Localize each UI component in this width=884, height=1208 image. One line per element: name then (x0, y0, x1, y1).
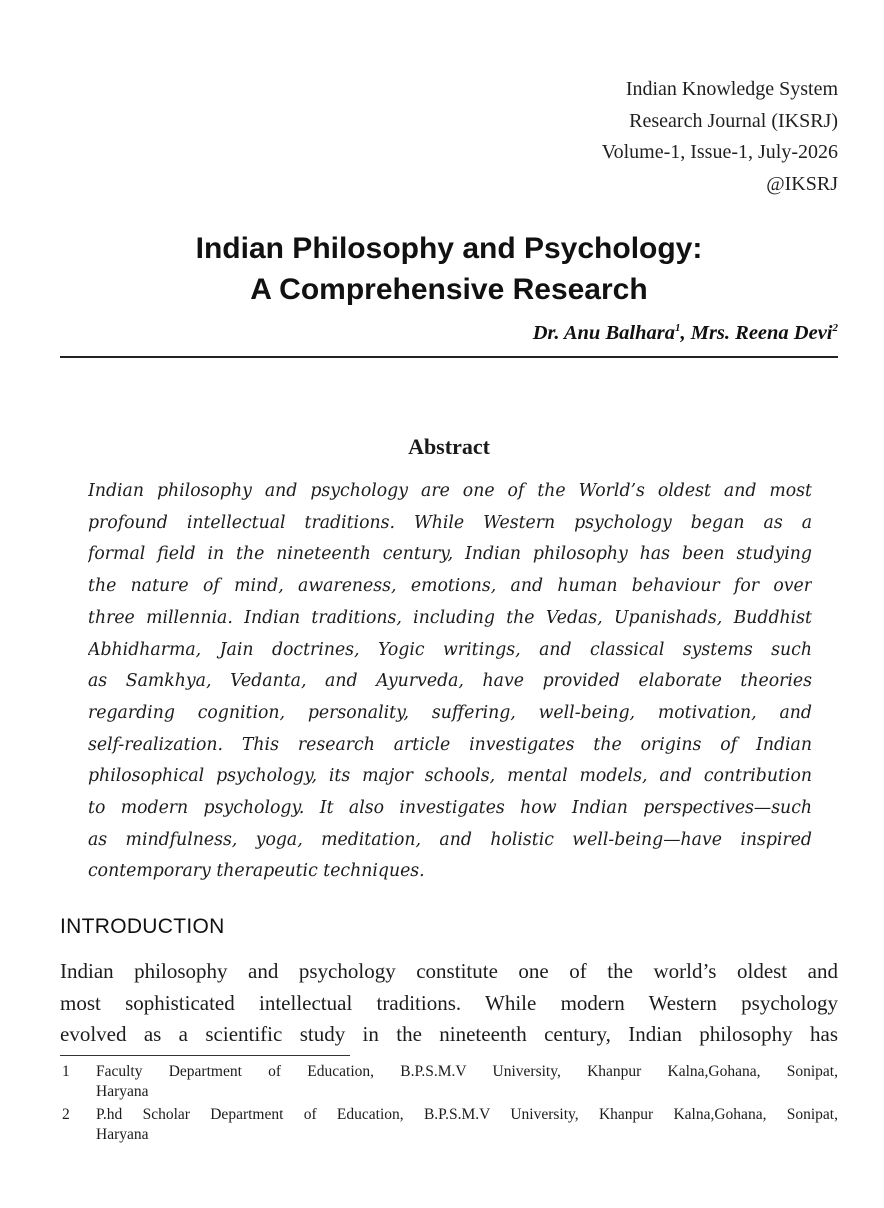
abstract-line: philosophical psychology, its major schools, mental models, and contribution (88, 766, 812, 787)
author-separator: , (680, 322, 691, 344)
abstract-line: formal field in the nineteenth century, Indian philosophy has been studying (88, 544, 812, 565)
footnote-text: Haryana (96, 1083, 149, 1100)
journal-name-line1: Indian Knowledge System (625, 78, 838, 100)
journal-name-line2: Research Journal (IKSRJ) (629, 109, 838, 132)
introduction-line: Indian philosophy and psychology constitute one of the world’s oldest and (60, 959, 838, 983)
author-2: Mrs. Reena Devi (690, 322, 833, 344)
abstract-line: self-realization. This research article investigates the origins of Indian (88, 734, 812, 755)
journal-info (418, 74, 838, 200)
author-2-mark: 2 (832, 322, 838, 335)
introduction-heading: INTRODUCTION (60, 915, 225, 938)
introduction-line: evolved as a scientific study in the nineteenth century, Indian philosophy has (60, 1022, 838, 1046)
footnote-number: 1 (62, 1063, 70, 1080)
abstract-heading: Abstract (408, 434, 490, 459)
footnote-1 (60, 1062, 838, 1102)
abstract-line: contemporary therapeutic techniques. (88, 861, 425, 882)
abstract-body (88, 476, 812, 888)
abstract-line: profound intellectual traditions. While Western psychology began as a (88, 512, 812, 533)
journal-issue: Volume-1, Issue-1, July-2026 (601, 141, 838, 163)
abstract-line: the nature of mind, awareness, emotions, and human behaviour for over (88, 576, 812, 597)
footnote-text: Faculty Department of Education, B.P.S.M.V University, Khanpur Kalna,Gohana, Sonipat, (96, 1063, 838, 1080)
footnote-divider (60, 1055, 350, 1056)
footnotes (60, 1062, 838, 1148)
footnote-number: 2 (62, 1106, 70, 1123)
paper-title-line1: Indian Philosophy and Psychology: (195, 232, 703, 265)
header-divider (60, 356, 838, 358)
abstract-line: as mindfulness, yoga, meditation, and holistic well-being—have inspired (88, 829, 812, 850)
footnote-text: P.hd Scholar Department of Education, B.P.S.M.V University, Khanpur Kalna,Gohana, Sonipat, (96, 1106, 838, 1123)
author-1-mark: 1 (674, 322, 681, 335)
paper-title-line2: A Comprehensive Research (250, 273, 648, 306)
introduction-body (60, 956, 838, 1051)
abstract-line: as Samkhya, Vedanta, and Ayurveda, have provided elaborate theories (88, 671, 812, 692)
paper-title (60, 228, 838, 310)
abstract-line: Indian philosophy and psychology are one of the World’s oldest and most (88, 481, 812, 501)
abstract-line: to modern psychology. It also investigates how Indian perspectives—such (88, 798, 812, 819)
author-1: Dr. Anu Balhara (532, 322, 675, 344)
abstract-line: regarding cognition, personality, suffering, well-being, motivation, and (88, 702, 812, 723)
author-list (533, 322, 838, 345)
introduction-line: most sophisticated intellectual traditions. While modern Western psychology (60, 990, 838, 1015)
footnote-text: Haryana (96, 1126, 149, 1143)
abstract-line: three millennia. Indian traditions, including the Vedas, Upanishads, Buddhist (88, 607, 812, 628)
footnote-2 (60, 1105, 838, 1145)
abstract-line: Abhidharma, Jain doctrines, Yogic writings, and classical systems such (88, 639, 812, 660)
journal-handle: @IKSRJ (766, 172, 838, 195)
